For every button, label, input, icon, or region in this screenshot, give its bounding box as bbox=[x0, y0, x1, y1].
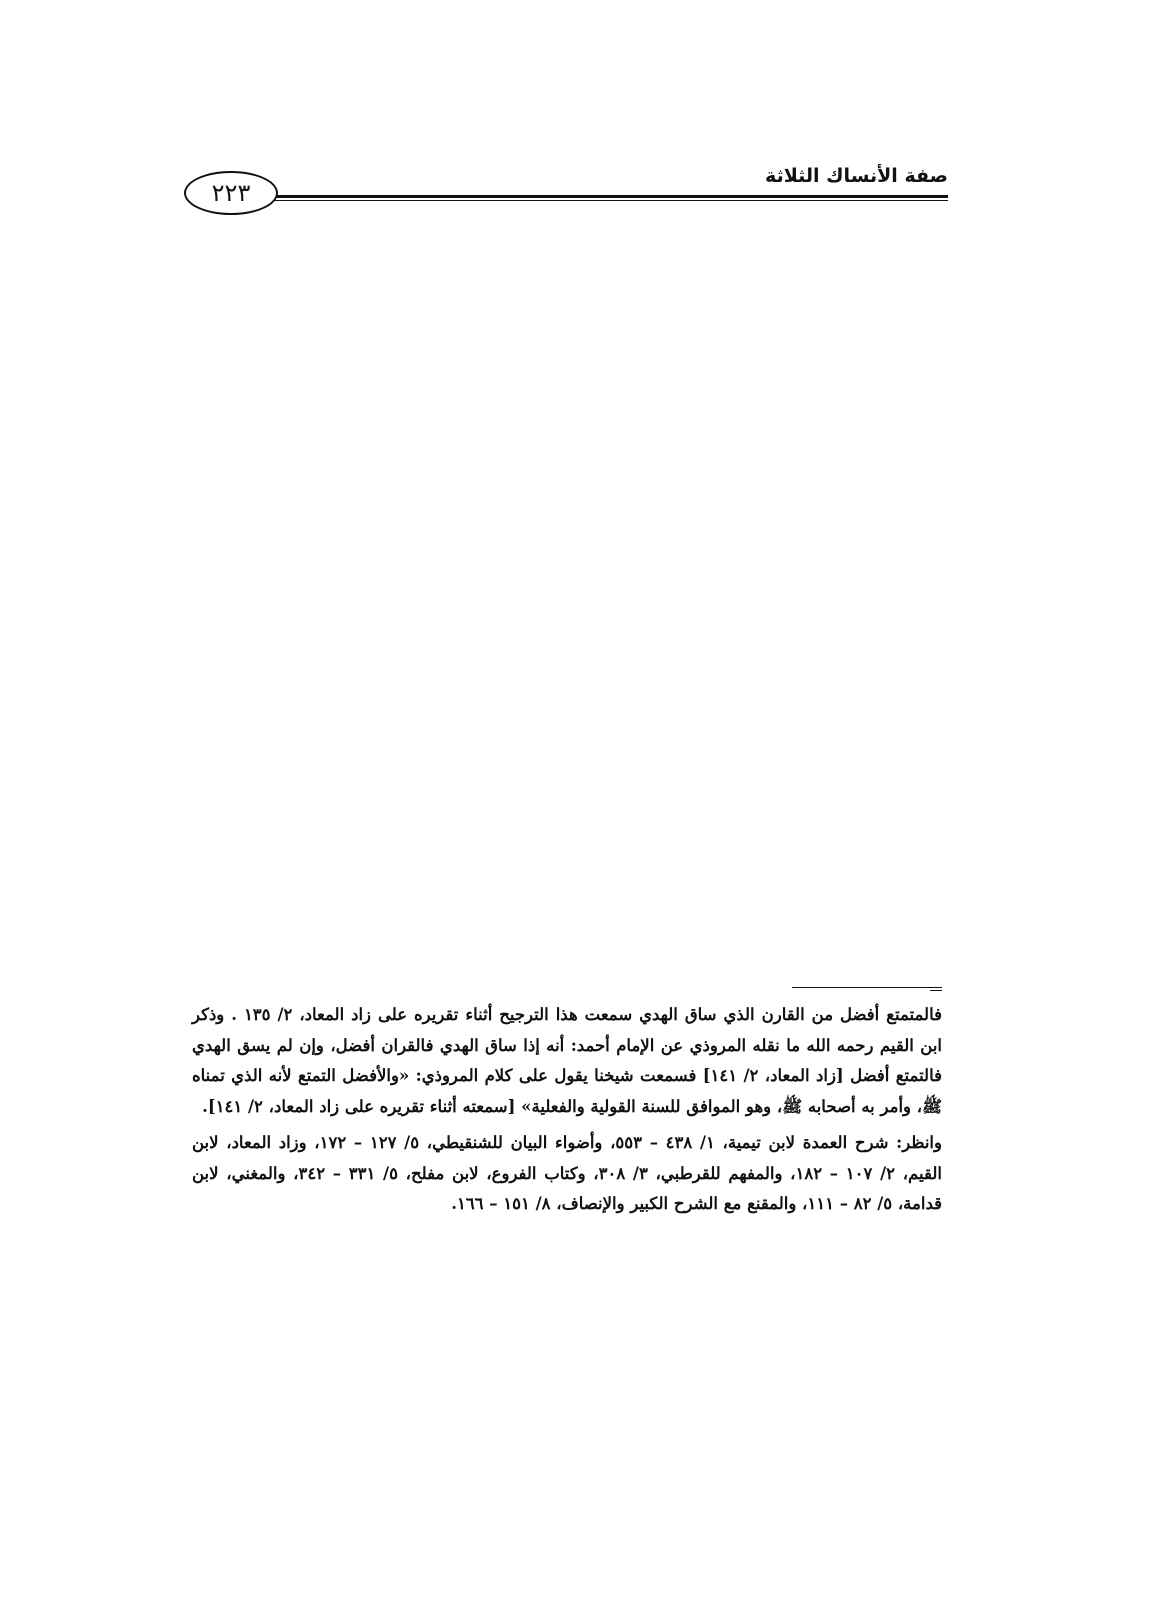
footnote-paragraph: وانظر: شرح العمدة لابن تيمية، ١/ ٤٣٨ – ٥٥٣، وأضواء البيان للشنقيطي، ٥/ ١٢٧ – ١٧٢، وزاد المعاد، لابن القيم، ٢/ ١٠٧ – ١٨٢، والمفهم للقرطبي، ٣/ ٣٠٨، وكتاب الفروع، لابن مفلح، ٥/ ٣٣١ – ٣٤٢، والمغني، لابن قدامة، ٥/ ٨٢ – ١١١، والمقنع مع الشرح الكبير والإنصاف، ٨/ ١٥١ – ١٦٦. bbox=[192, 1133, 942, 1213]
page-number: ٢٢٣ bbox=[211, 179, 251, 207]
footnote-separator bbox=[792, 987, 942, 988]
page-header bbox=[178, 160, 948, 220]
header-rule-thick bbox=[270, 195, 948, 198]
footnotes bbox=[192, 1000, 942, 1220]
page-number-frame bbox=[184, 171, 278, 215]
footnote-paragraph: فالمتمتع أفضل من القارن الذي ساق الهدي سمعت هذا الترجيح أثناء تقريره على زاد المعاد، ٢/ ١٣٥ . وذكر ابن القيم رحمه الله ما نقله المروذي عن الإمام أحمد: أنه إذا ساق الهدي فالقران أفضل، وإن لم يسق الهدي فالتمتع أفضل [زاد المعاد، ٢/ ١٤١] فسمعت شيخنا يقول على كلام المروذي: «والأفضل التمتع لأنه الذي تمناه ﷺ، وأمر به أصحابه ﷺ، وهو الموافق للسنة القولية والفعلية» [سمعته أثناء تقريره على زاد المعاد، ٢/ ١٤١]. bbox=[192, 1005, 942, 1116]
header-rule-thin bbox=[270, 200, 948, 201]
running-title: صفة الأنساك الثلاثة bbox=[765, 165, 948, 187]
footnote-separator-tick bbox=[930, 990, 942, 991]
